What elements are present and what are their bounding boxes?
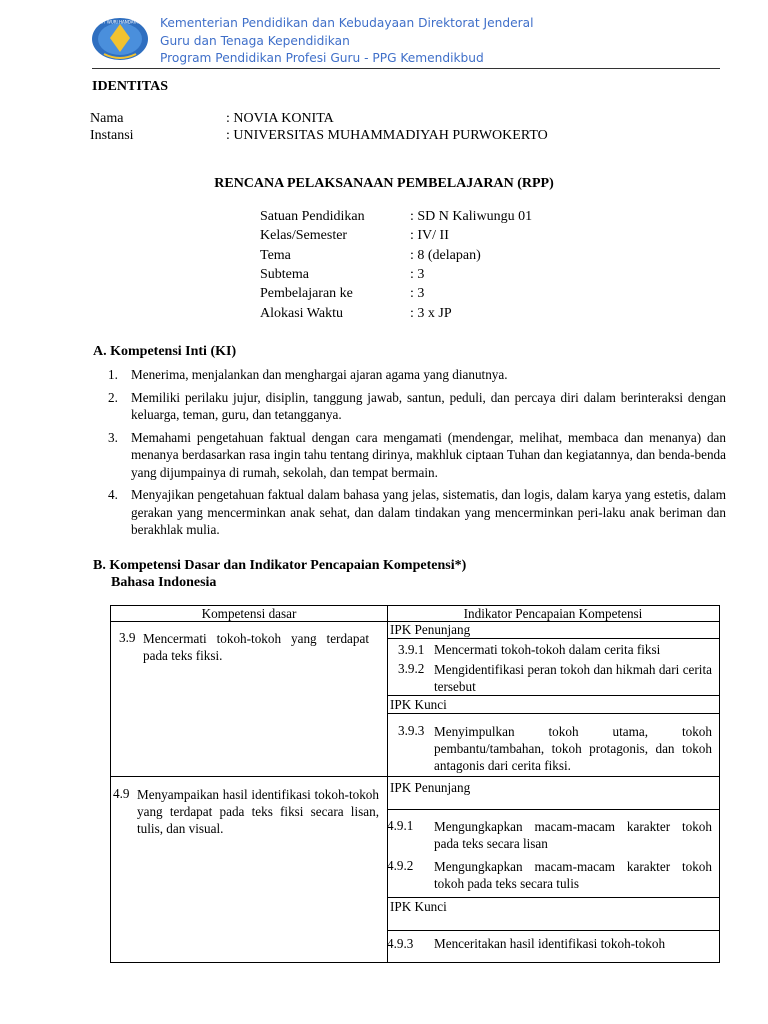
field-label: Tema [260, 248, 291, 263]
header-institution [160, 15, 533, 68]
field-label: Kelas/Semester [260, 228, 348, 243]
field-label: Subtema [260, 267, 309, 282]
kd-3-9-text: Mencermati tokoh-tokoh yang terdapat pada teks fiksi. [143, 631, 369, 663]
kd-heading: B. Kompetensi Dasar dan Indikator Pencapaian Kompetensi*) [93, 558, 467, 573]
ipk-3-9-1-number: 3.9.1 [398, 642, 425, 657]
column-header-kd: Kompetensi dasar [201, 606, 297, 621]
ipk-3-9-3-text: Menyimpulkan tokoh utama, tokoh pembantu/tambahan, tokoh protagonis, dan tokoh antagonis dari cerita fiksi. [434, 724, 712, 773]
ipk-3-9-1-text: Mencermati tokoh-tokoh dalam cerita fiksi [434, 642, 661, 657]
kd-3-9-number: 3.9 [119, 630, 136, 645]
list-item [108, 429, 726, 482]
field-value: : 8 (delapan) [410, 248, 481, 263]
ipk-4-9-1-number: 4.9.1 [387, 818, 414, 833]
ipk-4-9-3-text: Menceritakan hasil identifikasi tokoh-tokoh [434, 936, 666, 951]
rpp-title: RENCANA PELAKSANAAN PEMBELAJARAN (RPP) [214, 176, 554, 191]
ipk-3-9-3-number: 3.9.3 [398, 723, 425, 738]
list-item-text: Menyajikan pengetahuan faktual dalam bahasa yang jelas, sistematis, dan logis, dalam karya yang estetis, dalam gerakan yang mencerminkan anak sehat, dan dalam tindakan yang mencerminkan peri-laku anak beriman dan berakhlak mulia. [131, 487, 726, 537]
table-line [387, 897, 719, 898]
field-value: : 3 [410, 286, 425, 301]
tut-wuri-handayani-logo-icon [90, 16, 150, 62]
instansi-value: : UNIVERSITAS MUHAMMADIYAH PURWOKERTO [226, 128, 548, 143]
column-header-ipk: Indikator Pencapaian Kompetensi [463, 606, 643, 621]
header-divider [92, 68, 720, 69]
table-line [387, 809, 719, 810]
list-item-number: 4. [108, 487, 118, 502]
ipk-penunjang-label: IPK Penunjang [390, 622, 471, 637]
list-item-number: 2. [108, 389, 118, 405]
list-item-number: 3. [108, 429, 118, 445]
field-value: : 3 x JP [410, 306, 452, 321]
field-value: : 3 [410, 267, 425, 282]
list-item-number: 1. [108, 367, 118, 382]
field-label: Pembelajaran ke [260, 286, 353, 301]
ipk-4-9-3-number: 4.9.3 [387, 936, 414, 951]
ipk-4-9-2-number: 4.9.2 [387, 858, 414, 873]
list-item-text: Memiliki perilaku jujur, disiplin, tanggung jawab, santun, peduli, dan percaya diri dalam berinteraksi dengan keluarga, teman, guru, dan tetangganya. [131, 389, 726, 422]
table-line [387, 638, 719, 639]
table-line [387, 695, 719, 696]
nama-value: : NOVIA KONITA [226, 111, 334, 126]
header-line-3: Program Pendidikan Profesi Guru - PPG Kemendikbud [160, 51, 484, 65]
nama-label: Nama [90, 111, 124, 126]
list-item [108, 486, 726, 539]
kd-4-9-text: Menyampaikan hasil identifikasi tokoh-tokoh yang terdapat pada teks fiksi secara lisan, tulis, dan visual. [137, 787, 379, 836]
field-label: Satuan Pendidikan [260, 209, 365, 224]
svg-text:TUT WURI HANDAYANI: TUT WURI HANDAYANI [97, 19, 143, 25]
list-item-text: Menerima, menjalankan dan menghargai ajaran agama yang dianutnya. [131, 367, 508, 382]
field-value: : SD N Kaliwungu 01 [410, 209, 533, 224]
ipk-penunjang-label: IPK Penunjang [390, 780, 471, 795]
ipk-kunci-label: IPK Kunci [390, 697, 447, 712]
table-divider [387, 606, 388, 962]
ki-heading: A. Kompetensi Inti (KI) [93, 344, 237, 359]
header-line-2: Guru dan Tenaga Kependidikan [160, 33, 350, 48]
kd-ipk-table [110, 605, 720, 963]
kd-4-9-number: 4.9 [113, 786, 130, 801]
ipk-4-9-1-text: Mengungkapkan macam-macam karakter tokoh pada teks secara lisan [434, 819, 712, 851]
identitas-heading: IDENTITAS [92, 79, 168, 94]
kd-subtitle: Bahasa Indonesia [111, 575, 217, 590]
field-label: Alokasi Waktu [260, 306, 343, 321]
field-value: : IV/ II [410, 228, 449, 243]
header-line-1: Kementerian Pendidikan dan Kebudayaan Direktorat Jenderal [160, 16, 534, 30]
list-item-text: Memahami pengetahuan faktual dengan cara mengamati (mendengar, melihat, membaca dan menanya) dan menanya berdasarkan rasa ingin tahu tentang dirinya, makhluk ciptaan Tuhan dan kegiatannya, dan benda-benda yang dijumpainya di rumah, sekolah, dan tempat bermain. [131, 429, 726, 480]
table-row-line [111, 776, 719, 777]
ipk-3-9-2-text: Mengidentifikasi peran tokoh dan hikmah dari cerita tersebut [434, 662, 712, 694]
table-line [387, 713, 719, 714]
list-item [108, 389, 726, 424]
ipk-kunci-label: IPK Kunci [390, 899, 447, 914]
ipk-4-9-2-text: Mengungkapkan macam-macam karakter tokoh tokoh pada teks secara tulis [434, 859, 712, 891]
instansi-label: Instansi [90, 128, 134, 143]
list-item [108, 366, 726, 384]
ipk-3-9-2-number: 3.9.2 [398, 661, 425, 676]
ki-list [108, 366, 726, 544]
table-line [387, 930, 719, 931]
